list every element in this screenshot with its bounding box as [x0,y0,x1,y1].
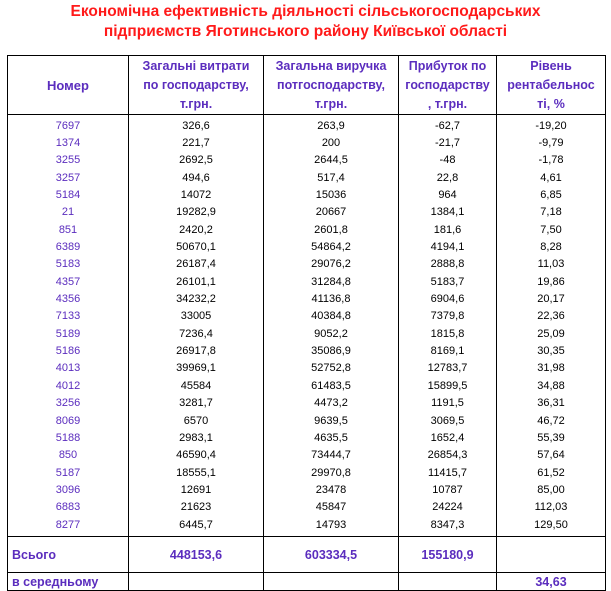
profitability-cell: 7,18 [497,204,606,221]
profitability-cell: 7,50 [497,221,606,238]
revenue-cell: 517,4 [264,169,399,186]
profitability-cell: 30,35 [497,342,606,359]
profit-cell: 1384,1 [399,204,497,221]
costs-cell: 50670,1 [129,238,264,255]
profit-cell: 12783,7 [399,360,497,377]
costs-cell: 26187,4 [129,256,264,273]
table-row [8,447,606,464]
costs-cell: 7236,4 [129,325,264,342]
costs-cell: 326,6 [129,115,264,135]
table-row [8,377,606,394]
costs-cell: 45584 [129,377,264,394]
costs-cell: 19282,9 [129,204,264,221]
costs-cell: 14072 [129,186,264,203]
title-line-2: підприємств Яготинського району Київської області [103,23,508,40]
revenue-cell: 52752,8 [264,360,399,377]
table-row [8,186,606,203]
number-cell: 5187 [8,464,129,481]
profit-cell: 24224 [399,499,497,516]
costs-cell: 3281,7 [129,395,264,412]
costs-cell: 34232,2 [129,290,264,307]
table-row [8,152,606,169]
profitability-cell: 129,50 [497,516,606,537]
profit-cell: 5183,7 [399,273,497,290]
number-cell: 4012 [8,377,129,394]
profit-cell: -62,7 [399,115,497,135]
costs-cell: 26917,8 [129,342,264,359]
costs-cell: 6445,7 [129,516,264,537]
revenue-cell: 54864,2 [264,238,399,255]
profitability-cell: 34,88 [497,377,606,394]
number-cell: 3257 [8,169,129,186]
profit-cell: 11415,7 [399,464,497,481]
costs-cell: 21623 [129,499,264,516]
number-cell: 5184 [8,186,129,203]
number-cell: 1374 [8,134,129,151]
number-cell: 5188 [8,429,129,446]
profitability-cell: 36,31 [497,395,606,412]
revenue-cell: 73444,7 [264,447,399,464]
profit-cell: -21,7 [399,134,497,151]
profit-cell: 4194,1 [399,238,497,255]
revenue-cell: 9052,2 [264,325,399,342]
table-row [8,395,606,412]
header-number: Номер [8,56,129,115]
number-cell: 5189 [8,325,129,342]
number-cell: 3096 [8,481,129,498]
table-row [8,342,606,359]
table-row [8,238,606,255]
header-revenue: Загальна виручка потгосподарству, т.грн. [264,56,399,115]
header-row [8,56,606,115]
revenue-cell: 263,9 [264,115,399,135]
table-row [8,429,606,446]
profitability-cell: 31,98 [497,360,606,377]
number-cell: 8277 [8,516,129,537]
table-row [8,464,606,481]
profit-cell: 7379,8 [399,308,497,325]
number-cell: 7697 [8,115,129,135]
revenue-cell: 31284,8 [264,273,399,290]
costs-cell: 46590,4 [129,447,264,464]
table-row [8,256,606,273]
table-row [8,360,606,377]
average-costs [129,573,264,591]
costs-cell: 6570 [129,412,264,429]
average-row [8,573,606,591]
revenue-cell: 15036 [264,186,399,203]
profit-cell: 8169,1 [399,342,497,359]
profitability-cell: -1,78 [497,152,606,169]
revenue-cell: 2644,5 [264,152,399,169]
table-row [8,516,606,537]
revenue-cell: 9639,5 [264,412,399,429]
profit-cell: 181,6 [399,221,497,238]
profit-cell: 15899,5 [399,377,497,394]
profit-cell: 26854,3 [399,447,497,464]
number-cell: 3256 [8,395,129,412]
profit-cell: 1191,5 [399,395,497,412]
revenue-cell: 4635,5 [264,429,399,446]
profitability-cell: 85,00 [497,481,606,498]
table-row [8,499,606,516]
number-cell: 5186 [8,342,129,359]
costs-cell: 18555,1 [129,464,264,481]
costs-cell: 2983,1 [129,429,264,446]
total-profitability [497,537,606,573]
document-title [0,2,611,42]
table-row [8,412,606,429]
table-row [8,221,606,238]
number-cell: 8069 [8,412,129,429]
costs-cell: 2692,5 [129,152,264,169]
table-row [8,204,606,221]
revenue-cell: 61483,5 [264,377,399,394]
table-row [8,134,606,151]
table-row [8,115,606,135]
number-cell: 5183 [8,256,129,273]
profitability-cell: -19,20 [497,115,606,135]
number-cell: 7133 [8,308,129,325]
profitability-cell: 46,72 [497,412,606,429]
profit-cell: 8347,3 [399,516,497,537]
efficiency-table [7,55,606,591]
number-cell: 4357 [8,273,129,290]
number-cell: 3255 [8,152,129,169]
number-cell: 851 [8,221,129,238]
number-cell: 4013 [8,360,129,377]
table-row [8,308,606,325]
header-profitability: Рівень рентабельнос ті, % [497,56,606,115]
total-revenue: 603334,5 [264,537,399,573]
profitability-cell: 55,39 [497,429,606,446]
costs-cell: 2420,2 [129,221,264,238]
profit-cell: 1815,8 [399,325,497,342]
profitability-cell: 25,09 [497,325,606,342]
total-row [8,537,606,573]
profit-cell: 6904,6 [399,290,497,307]
revenue-cell: 23478 [264,481,399,498]
revenue-cell: 200 [264,134,399,151]
profit-cell: 2888,8 [399,256,497,273]
number-cell: 4356 [8,290,129,307]
average-profit [399,573,497,591]
average-profitability: 34,63 [497,573,606,591]
header-profit: Прибуток по господарству , т.грн. [399,56,497,115]
revenue-cell: 40384,8 [264,308,399,325]
profitability-cell: 6,85 [497,186,606,203]
profitability-cell: 20,17 [497,290,606,307]
number-cell: 6389 [8,238,129,255]
costs-cell: 221,7 [129,134,264,151]
number-cell: 21 [8,204,129,221]
revenue-cell: 35086,9 [264,342,399,359]
title-line-1: Економічна ефективність діяльності сільськогосподарських [70,3,541,20]
table-body [8,115,606,537]
profit-cell: 1652,4 [399,429,497,446]
number-cell: 6883 [8,499,129,516]
profit-cell: -48 [399,152,497,169]
header-costs: Загальні витрати по господарству, т.грн. [129,56,264,115]
profitability-cell: 22,36 [497,308,606,325]
table-row [8,481,606,498]
profitability-cell: 8,28 [497,238,606,255]
profit-cell: 3069,5 [399,412,497,429]
number-cell: 850 [8,447,129,464]
total-label: Всього [8,537,129,573]
average-label: в середньому [8,573,129,591]
costs-cell: 26101,1 [129,273,264,290]
profit-cell: 10787 [399,481,497,498]
profitability-cell: -9,79 [497,134,606,151]
table-row [8,290,606,307]
table-row [8,273,606,290]
total-costs: 448153,6 [129,537,264,573]
profitability-cell: 19,86 [497,273,606,290]
total-profit: 155180,9 [399,537,497,573]
profit-cell: 22,8 [399,169,497,186]
costs-cell: 33005 [129,308,264,325]
profitability-cell: 112,03 [497,499,606,516]
revenue-cell: 14793 [264,516,399,537]
profitability-cell: 61,52 [497,464,606,481]
costs-cell: 494,6 [129,169,264,186]
revenue-cell: 29970,8 [264,464,399,481]
profitability-cell: 11,03 [497,256,606,273]
revenue-cell: 20667 [264,204,399,221]
costs-cell: 12691 [129,481,264,498]
revenue-cell: 29076,2 [264,256,399,273]
average-revenue [264,573,399,591]
table-row [8,325,606,342]
table-row [8,169,606,186]
revenue-cell: 45847 [264,499,399,516]
profitability-cell: 57,64 [497,447,606,464]
profitability-cell: 4,61 [497,169,606,186]
revenue-cell: 4473,2 [264,395,399,412]
revenue-cell: 2601,8 [264,221,399,238]
costs-cell: 39969,1 [129,360,264,377]
profit-cell: 964 [399,186,497,203]
revenue-cell: 41136,8 [264,290,399,307]
